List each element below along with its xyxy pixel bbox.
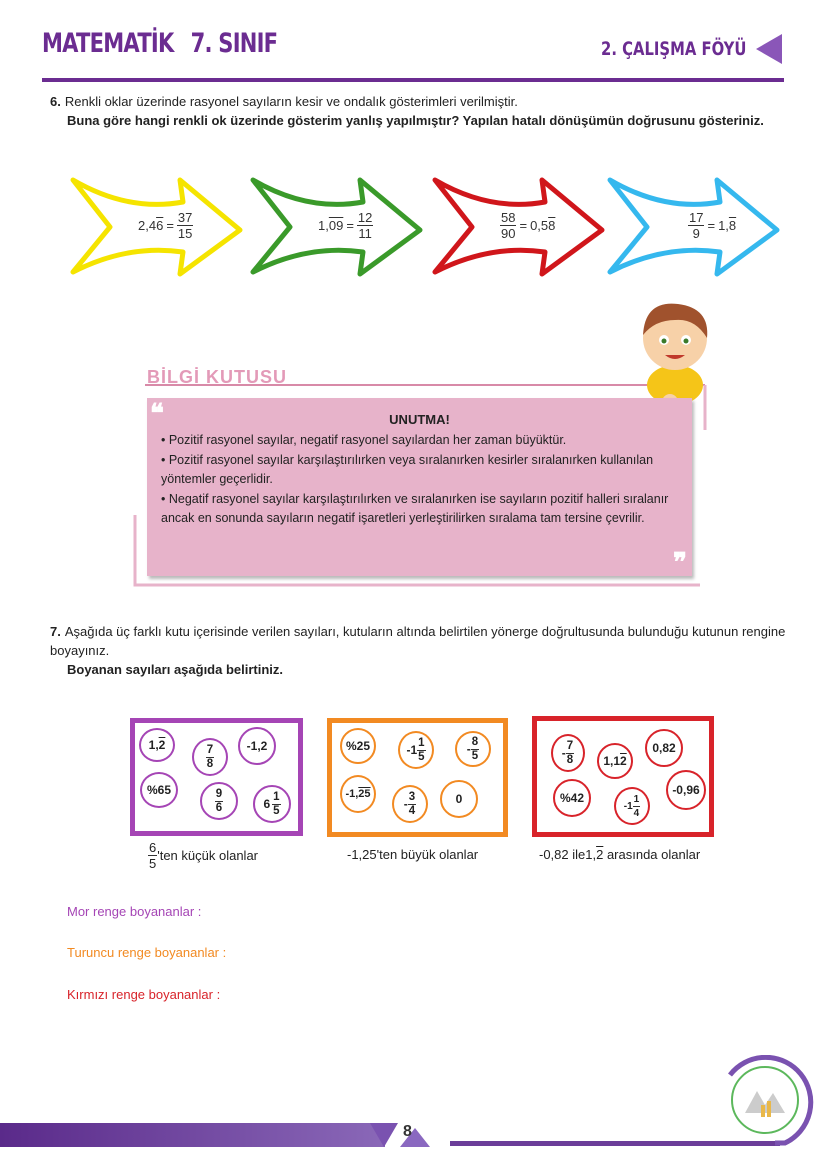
quote-close-icon: ❞	[673, 547, 687, 577]
arrow-yellow-expression: 2,4 6 = $\frac{37}{15}$	[138, 210, 193, 241]
arrow-blue-expression: $\frac{17}{9}$ = 1, 8	[689, 210, 737, 241]
number-circle[interactable]: $\frac{7}{8}$	[192, 738, 228, 776]
header-divider	[42, 78, 784, 82]
number-circle[interactable]: $\frac{9}{6}$	[200, 782, 238, 820]
red-caption: -0,82 ile1,2 arasında olanlar	[539, 847, 701, 862]
red-answer-label: Kırmızı renge boyananlar :	[67, 987, 221, 1002]
number-circle[interactable]: - $\frac{7}{8}$	[551, 734, 585, 772]
orange-answer-label: Turuncu renge boyananlar :	[67, 945, 227, 960]
number-circle[interactable]: - $\frac{3}{4}$	[392, 785, 428, 823]
purple-caption: $\frac{6}{5}$ 'ten küçük olanlar	[149, 840, 258, 871]
question-7: 7. Aşağıda üç farklı kutu içerisinde verilen sayıları, kutuların altında belirtilen yönerge doğrultusunda bulunduğu kutunun rengine boyayınız. Boyanan sayıları aşağıda belirtiniz.	[50, 624, 786, 677]
footer-bar	[0, 1123, 385, 1147]
boy-illustration	[643, 304, 707, 410]
logo	[715, 1055, 815, 1150]
arrow-red-expression: $\frac{58}{90}$ = 0,5 8	[501, 210, 556, 241]
orange-caption: -1,25'ten büyük olanlar	[347, 847, 479, 862]
purple-answer-label: Mor renge boyananlar :	[67, 904, 202, 919]
number-circle[interactable]: %25	[340, 728, 376, 764]
triangle-icon	[756, 34, 782, 64]
number-circle[interactable]: 0	[440, 780, 478, 818]
number-circle[interactable]: -1 $\frac{1}{5}$	[398, 731, 434, 769]
number-circle[interactable]: %65	[140, 772, 178, 808]
page-title: MATEMATİK 7. SINIF	[42, 28, 278, 59]
info-item: • Pozitif rasyonel sayılar, negatif rasyonel sayılardan her zaman büyüktür.	[161, 433, 567, 447]
arrow-green-expression: 1, 09 = $\frac{12}{11}$	[318, 210, 373, 241]
info-heading: UNUTMA!	[389, 412, 450, 427]
number-circle[interactable]: -1, 25	[340, 775, 376, 813]
info-item: • Pozitif rasyonel sayılar karşılaştırılırken veya sıralanırken kesirler sıralanırken kullanılan yöntemler geçerlidir.	[161, 452, 654, 486]
number-circle[interactable]: -0,96	[666, 770, 706, 810]
number-circle[interactable]: - $\frac{8}{5}$	[455, 731, 491, 767]
number-circle[interactable]: 0,82	[645, 729, 683, 767]
sheet-title: 2. ÇALIŞMA FÖYÜ	[600, 38, 746, 60]
page-number: 8	[403, 1123, 412, 1140]
question-6: 6. Renkli oklar üzerinde rasyonel sayıların kesir ve ondalık gösterimleri verilmiştir. Buna göre hangi renkli ok üzerinde gösterim yanlış yapılmıştır? Yapılan hatalı dönüşümün doğrusunu gösteriniz.	[50, 94, 764, 128]
info-box	[147, 398, 692, 576]
info-item: • Negatif rasyonel sayılar karşılaştırılırken ve sıralanırken ise sayıların pozitif halleri sıralanır ancak en sonunda sayıların negatif işaretleri yerleştirilirken sıralama tam tersine çevrilir.	[161, 491, 669, 525]
number-circle[interactable]: -1,2	[238, 727, 276, 765]
quote-open-icon: ❝	[150, 398, 164, 428]
number-circle[interactable]: 1,1 2	[597, 743, 633, 779]
number-circle[interactable]: %42	[553, 779, 591, 817]
number-circle[interactable]: 1, 2	[139, 728, 175, 762]
number-circle[interactable]: 6 $\frac{1}{5}$	[253, 785, 291, 823]
number-circle[interactable]: -1 $\frac{1}{4}$	[614, 787, 650, 825]
footer-triangles	[370, 1118, 460, 1150]
info-box-title: BİLGİ KUTUSU	[147, 367, 287, 387]
